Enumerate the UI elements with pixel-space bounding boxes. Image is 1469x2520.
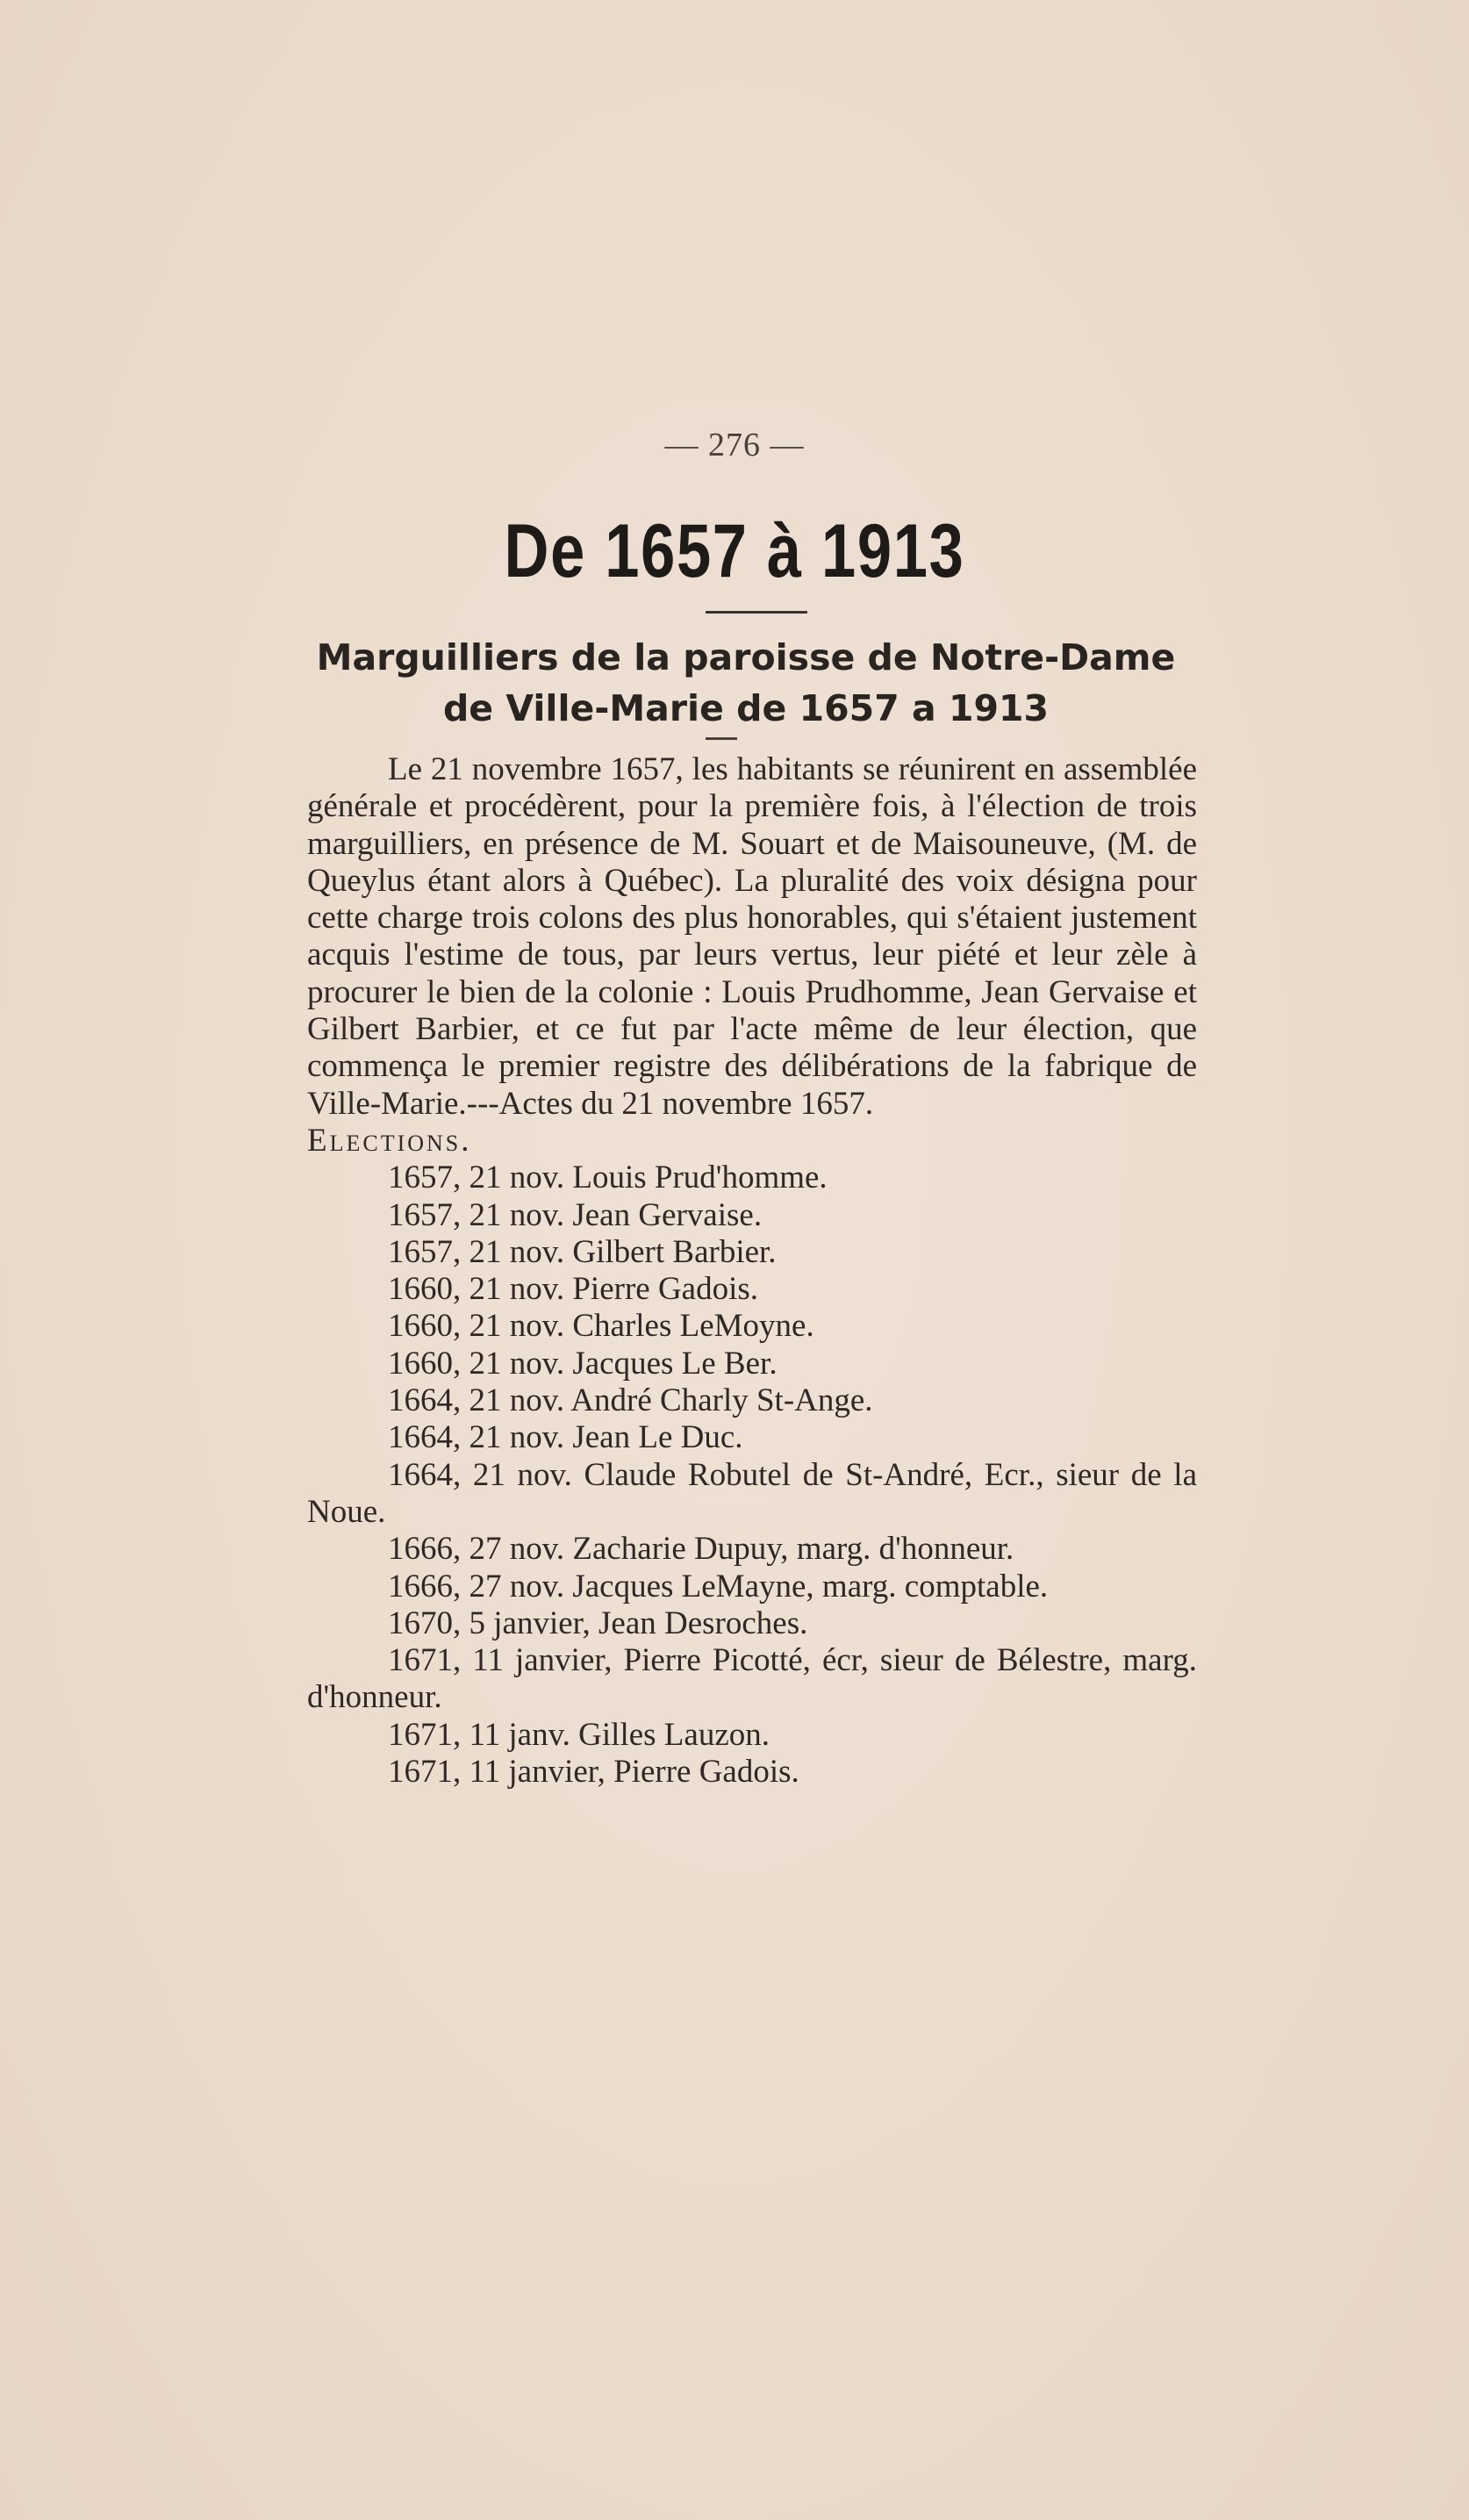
- title-divider: [706, 611, 807, 614]
- subtitle-line-1: Marguilliers de la paroisse de Notre-Dame: [316, 636, 1176, 678]
- election-entry: 1660, 21 nov. Charles LeMoyne.: [388, 1308, 814, 1345]
- election-entry: 1670, 5 janvier, Jean Desroches.: [388, 1605, 808, 1641]
- election-entry: 1660, 21 nov. Jacques Le Ber.: [388, 1345, 777, 1382]
- election-entry: 1666, 27 nov. Zacharie Dupuy, marg. d'honneur.: [388, 1531, 1014, 1568]
- election-entry: 1664, 21 nov. Claude Robutel de St-André, Ecr., sieur de la Noue.: [307, 1456, 1197, 1530]
- section-subtitle: [263, 632, 1229, 734]
- election-entry: 1666, 27 nov. Jacques LeMayne, marg. comptable.: [388, 1568, 1049, 1605]
- election-entry: 1664, 21 nov. Jean Le Duc.: [388, 1419, 743, 1456]
- election-entry: 1657, 21 nov. Louis Prud'homme.: [388, 1159, 828, 1196]
- subtitle-divider: [706, 737, 737, 740]
- elections-heading: Elections.: [307, 1122, 472, 1159]
- intro-paragraph: Le 21 novembre 1657, les habitants se réunirent en assemblée générale et procédèrent, pour la première fois, à l'élection de trois marguilliers, en présence de M. Souart et de Maisouneuve, (M. de Queylus étant alors à Québec). La pluralité des voix désigna pour cette charge trois colons des plus honorables, qui s'étaient justement acquis l'estime de tous, par leurs vertus, leur piété et leur zèle à procurer le bien de la colonie : Louis Prudhomme, Jean Gervaise et Gilbert Barbier, et ce fut par l'acte même de leur élection, que commença le premier registre des délibérations de la fabrique de Ville-Marie.---Actes du 21 novembre 1657.: [307, 751, 1197, 1122]
- page-number: — 276 —: [664, 427, 805, 463]
- body-text: [307, 751, 1197, 1791]
- election-entry: 1657, 21 nov. Gilbert Barbier.: [388, 1233, 777, 1270]
- election-entry: 1671, 11 janv. Gilles Lauzon.: [388, 1716, 770, 1753]
- election-entry: 1660, 21 nov. Pierre Gadois.: [388, 1271, 759, 1308]
- subtitle-line-2: de Ville-Marie de 1657 a 1913: [442, 687, 1050, 729]
- election-entry: 1657, 21 nov. Jean Gervaise.: [388, 1196, 763, 1233]
- election-entry: 1671, 11 janvier, Pierre Gadois.: [388, 1754, 799, 1791]
- election-entry: 1671, 11 janvier, Pierre Picotté, écr, sieur de Bélestre, marg. d'honneur.: [307, 1642, 1197, 1716]
- election-entry: 1664, 21 nov. André Charly St-Ange.: [388, 1382, 873, 1419]
- page-title: De 1657 à 1913: [504, 509, 965, 593]
